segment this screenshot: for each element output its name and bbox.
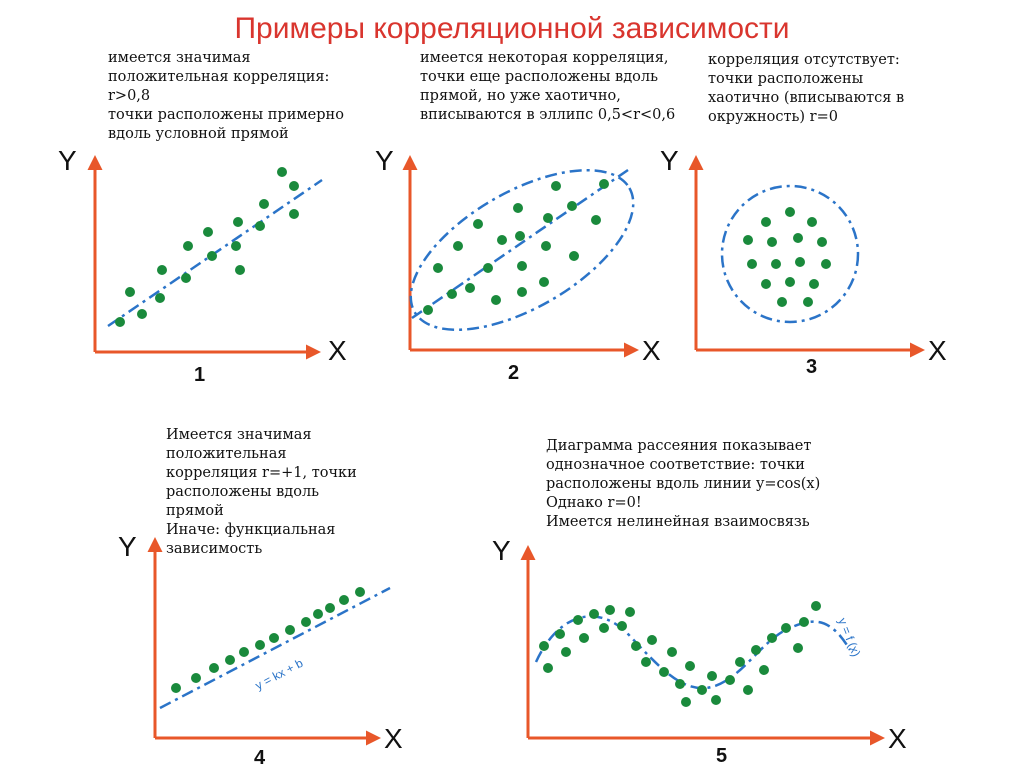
panel-3 <box>660 145 947 378</box>
panel-4-x-label: X <box>384 723 403 754</box>
panel-5-number: 5 <box>716 745 728 767</box>
panel-5-cosine-curve <box>536 616 850 688</box>
panel-1 <box>58 145 347 386</box>
panel-5 <box>492 535 907 767</box>
panel-1-y-label: Y <box>58 145 77 176</box>
panel-3-circle <box>722 186 858 322</box>
panel-2 <box>375 138 661 384</box>
panel-4-y-label: Y <box>118 531 137 562</box>
panel-4-trend-line <box>160 588 390 708</box>
panel-4 <box>118 531 403 768</box>
panel-5-function-label: y = f (x) <box>835 615 864 659</box>
panel-5-y-label: Y <box>492 535 511 566</box>
panel-4-caption: Имеется значимая положительная корреляция r=+1, точки расположены вдоль прямой Иначе: функциальная зависимость <box>166 427 357 557</box>
panel-2-x-label: X <box>642 335 661 366</box>
panel-1-x-label: X <box>328 335 347 366</box>
panel-3-caption: корреляция отсутствует: точки расположены хаотично (вписываются в окружность) r=0 <box>708 52 905 125</box>
panel-2-caption: имеется некоторая корреляция, точки еще расположены вдоль прямой, но уже хаотично, вписываются в эллипс 0,5<r<0,6 <box>420 50 676 123</box>
panel-2-ellipse <box>386 138 659 362</box>
panel-2-y-label: Y <box>375 145 394 176</box>
panel-3-y-label: Y <box>660 145 679 176</box>
panel-4-function-label: y = kx + b <box>252 655 306 693</box>
panel-3-x-label: X <box>928 335 947 366</box>
page-title: Примеры корреляционной зависимости <box>234 12 790 45</box>
panel-4-number: 4 <box>254 747 266 768</box>
panel-1-points <box>115 167 299 327</box>
panel-5-x-label: X <box>888 723 907 754</box>
panel-3-points <box>743 207 831 307</box>
panel-1-caption: имеется значимая положительная корреляция: r>0,8 точки расположены примерно вдоль условной прямой <box>108 50 344 142</box>
panel-5-caption: Диаграмма рассеяния показывает однозначное соответствие: точки расположены вдоль линии y=cos(x) Однако r=0! Имеется нелинейная взаимосвязь <box>546 438 821 530</box>
panel-5-points <box>539 601 821 707</box>
panel-1-number: 1 <box>194 364 206 386</box>
panel-2-number: 2 <box>508 362 520 384</box>
panel-3-number: 3 <box>806 356 818 378</box>
